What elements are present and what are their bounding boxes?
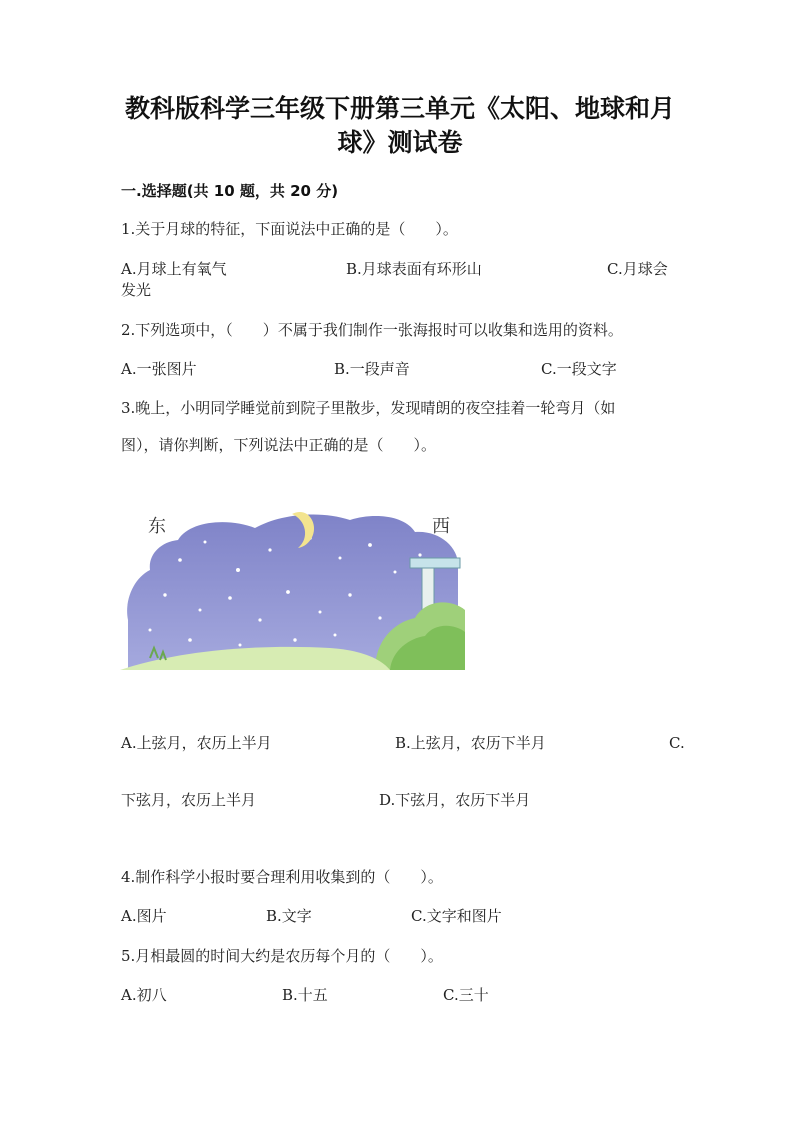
question-4-option-b[interactable]: B.文字: [266, 907, 312, 925]
question-3-option-d[interactable]: D.下弦月，农历下半月: [379, 791, 531, 809]
question-1-stem: 1.关于月球的特征，下面说法中正确的是（ ）。: [121, 220, 458, 238]
title-line-1: 教科版科学三年级下册第三单元《太阳、地球和月: [124, 94, 675, 123]
question-3-option-c-continued: 下弦月，农历上半月: [121, 791, 257, 809]
question-1-option-b[interactable]: B.月球表面有环形山: [346, 260, 482, 278]
question-5-stem: 5.月相最圆的时间大约是农历每个月的（ ）。: [121, 947, 443, 965]
question-5-option-b[interactable]: B.十五: [282, 986, 328, 1004]
page-title: [0, 92, 800, 160]
question-4-option-a[interactable]: A.图片: [121, 907, 167, 925]
question-2-stem: 2.下列选项中，（ ）不属于我们制作一张海报时可以收集和选用的资料。: [121, 321, 623, 339]
question-3-option-a[interactable]: A.上弦月，农历上半月: [121, 734, 272, 752]
question-4-option-c[interactable]: C.文字和图片: [411, 907, 502, 925]
question-2-option-c[interactable]: C.一段文字: [541, 360, 617, 378]
section-heading: 一.选择题(共 10 题，共 20 分): [121, 182, 339, 200]
title-line-2: 球》测试卷: [337, 128, 463, 157]
question-3-stem-line-2: 图），请你判断，下列说法中正确的是（ ）。: [121, 436, 437, 454]
question-1-option-c-continued: 发光: [121, 281, 152, 299]
direction-label-west: 西: [432, 516, 450, 537]
building-roof: [410, 558, 460, 568]
question-3-stem-line-1: 3.晚上，小明同学睡觉前到院子里散步，发现晴朗的夜空挂着一轮弯月（如: [121, 399, 616, 417]
building-pillar: [422, 568, 434, 610]
question-2-option-b[interactable]: B.一段声音: [334, 360, 410, 378]
question-5-option-c[interactable]: C.三十: [443, 986, 489, 1004]
direction-label-east: 东: [148, 516, 166, 537]
night-sky-crescent-moon-figure: [120, 500, 465, 680]
question-5-option-a[interactable]: A.初八: [121, 986, 167, 1004]
question-3-option-b[interactable]: B.上弦月，农历下半月: [395, 734, 546, 752]
question-3-option-c[interactable]: C.: [669, 734, 685, 752]
question-1-option-c[interactable]: C.月球会: [607, 260, 668, 278]
question-4-stem: 4.制作科学小报时要合理利用收集到的（ ）。: [121, 868, 443, 886]
question-2-option-a[interactable]: A.一张图片: [121, 360, 197, 378]
question-1-option-a[interactable]: A.月球上有氧气: [121, 260, 227, 278]
